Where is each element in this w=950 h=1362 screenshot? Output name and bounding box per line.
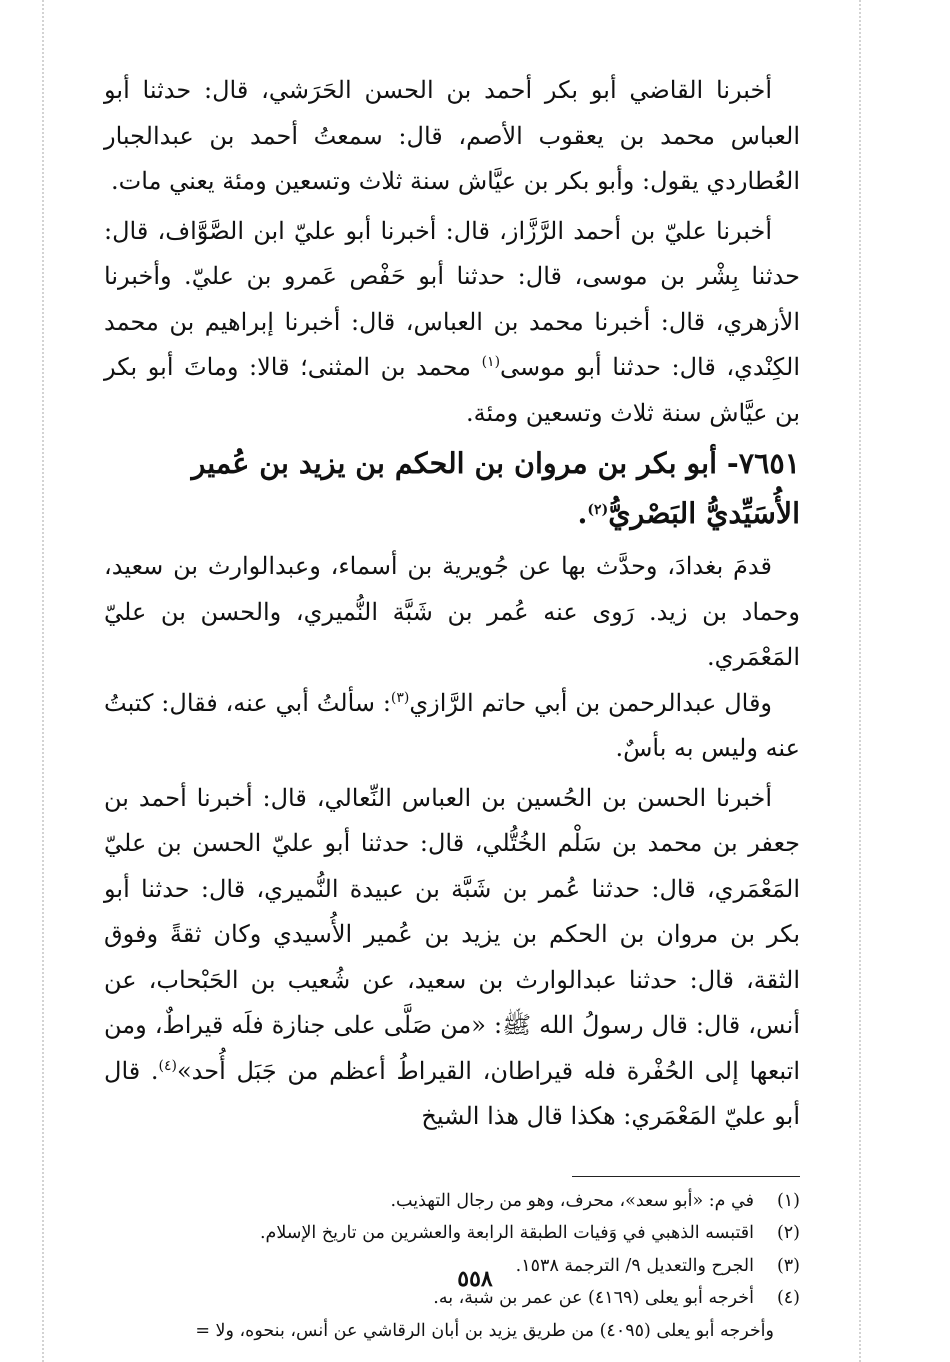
- page-number: ٥٥٨: [457, 1266, 493, 1292]
- paragraph-2-text-after: محمد بن المثنى؛ قالا: وماتَ أبو بكر بن عيَّاش سنة ثلاث وتسعين ومئة.: [104, 353, 800, 427]
- footnote-text: اقتبسه الذهبي في وَفيات الطبقة الرابعة والعشرين من تاريخ الإسلام.: [259, 1223, 754, 1243]
- footnote-text: أخرجه أبو يعلى (٤١٦٩) عن عمر بن شبة، به.: [433, 1288, 754, 1308]
- entry-heading-tail: .: [577, 496, 588, 530]
- entry-heading-text: ٧٦٥١- أبو بكر بن مروان بن الحكم بن يزيد بن عُمير الأُسَيِّديُّ البَصْريُّ: [191, 446, 800, 530]
- paragraph-2: [104, 209, 800, 437]
- footnote-number: (٤): [776, 1288, 800, 1308]
- footnote-continuation: وأخرجه أبو يعلى (٤٠٩٥) من طريق يزيد بن أبان الرقاشي عن أنس، بنحوه، ولا =: [195, 1320, 774, 1341]
- footnote-ref-4[interactable]: (٤): [158, 1057, 177, 1074]
- footnote-number: (٣): [776, 1255, 800, 1276]
- paragraph-2-text-before: أخبرنا عليّ بن أحمد الرَّزَّاز، قال: أخبرنا أبو عليّ ابن الصَّوَّاف، قال: حدثنا بِشْر بن موسى، قال: حدثنا أبو حَفْص عَمرو بن عليّ. وأخبرنا الأزهري، قال: أخبرنا محمد بن العباس، قال: أخبرنا إبراهيم بن محمد الكِنْدي، قال: حدثنا أبو موسى: [104, 216, 800, 381]
- footnote-text: في م: «أبو سعد»، محرف، وهو من رجال التهذيب.: [390, 1190, 754, 1211]
- footnote-ref-2[interactable]: (٢): [587, 502, 609, 518]
- footnote-number: (٢): [776, 1223, 800, 1243]
- paragraph-1: أخبرنا القاضي أبو بكر أحمد بن الحسن الحَرَشي، قال: حدثنا أبو العباس محمد بن يعقوب الأصم، قال: سمعتُ أحمد بن عبدالجبار العُطاردي يقول: وأبو بكر بن عيَّاش سنة ثلاث وتسعين ومئة يعني مات.: [104, 76, 800, 195]
- footnote-2: [104, 1217, 800, 1250]
- paragraph-4-text-after: : سألتُ أبي عنه، فقال: كتبتُ عنه وليس به بأسٌ.: [104, 688, 800, 762]
- footnote-ref-3[interactable]: (٣): [390, 689, 410, 706]
- margin-guide-left: [42, 0, 44, 1362]
- page-body: [104, 68, 800, 1347]
- entry-heading: [104, 438, 800, 538]
- footnote-ref-1[interactable]: (١): [481, 354, 501, 370]
- paragraph-5-text-after: . قال أبو عليّ المَعْمَري: هكذا قال هذا الشيخ: [104, 1056, 800, 1130]
- paragraph-4: [104, 681, 800, 772]
- paragraph-3: قدمَ بغدادَ، وحدَّث بها عن جُويرية بن أسماء، وعبدالوارث بن سعيد، وحماد بن زيد. رَوى عنه عُمر بن شَبَّة النُّميري، والحسن بن عليّ المَعْمَري.: [104, 552, 800, 671]
- footnote-number: (١): [776, 1190, 800, 1211]
- paragraph-5-text-before: أخبرنا الحسن بن الحُسين بن العباس النِّعالي، قال: أخبرنا أحمد بن جعفر بن محمد بن سَلْم الخُتُّلي، قال: حدثنا أبو عليّ الحسن بن عليّ المَعْمَري، قال: حدثنا عُمر بن شَبَّة بن عبيدة النُّميري، قال: حدثنا أبو بكر بن مروان بن الحكم بن يزيد بن عُمير الأُسيدي وكان ثقةً وفوق الثقة، قال: حدثنا عبدالوارث بن سعيد، عن شُعيب بن الحَبْحاب، عن أنس، قال: قال رسولُ الله ﷺ: «من صَلَّى على جنازة فلَه قيراطٌ، ومن اتبعها إلى الحُفْرة فله قيراطان، القيراطُ أعظم من جَبَل أُحد»: [104, 783, 801, 1085]
- footnote-1: [104, 1185, 800, 1218]
- footnote-text: الجرح والتعديل ٩/ الترجمة ١٥٣٨.: [515, 1255, 754, 1276]
- paragraph-5: [104, 776, 800, 1140]
- footnote-separator: [572, 1176, 800, 1177]
- paragraph-4-text-before: وقال عبدالرحمن بن أبي حاتم الرَّازي: [409, 688, 773, 717]
- margin-guide-right: [859, 0, 861, 1362]
